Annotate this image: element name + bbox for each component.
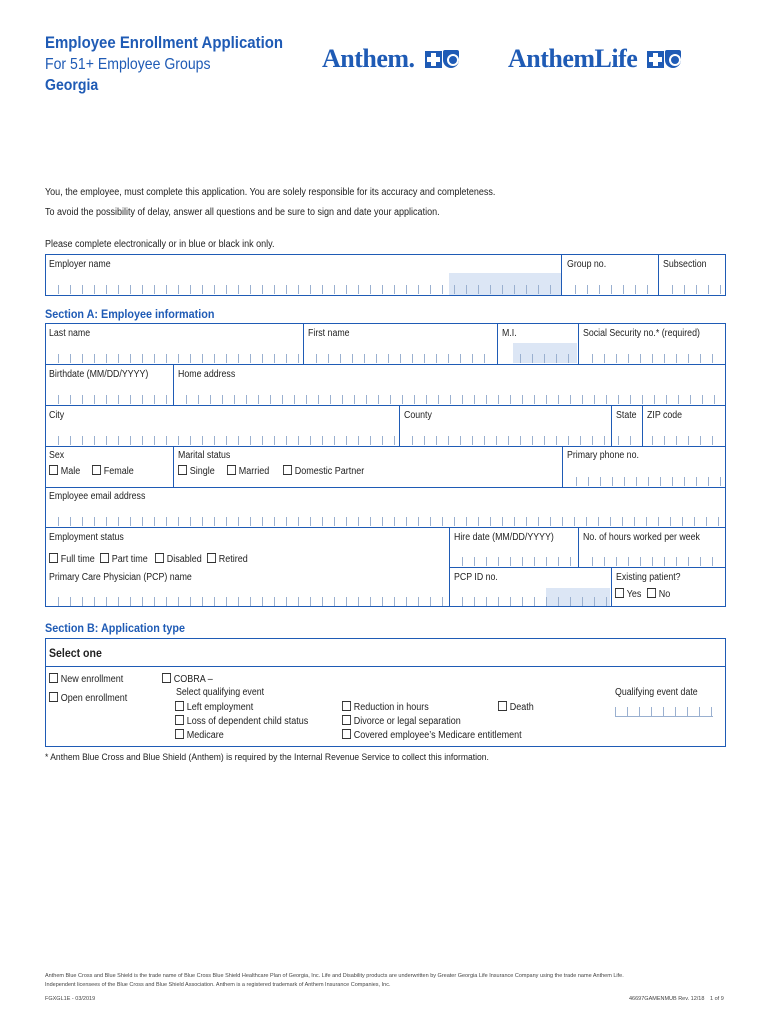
existing-patient-yes-option[interactable]: Yes xyxy=(615,588,641,600)
anthem-life-logo xyxy=(508,42,681,74)
covered-medicare-option[interactable]: Covered employee’s Medicare entitlement xyxy=(342,729,522,741)
zip-input[interactable] xyxy=(652,436,722,445)
first-name-input[interactable] xyxy=(316,354,494,363)
footer-page: 1 of 9 xyxy=(710,996,724,1002)
divorce-option[interactable]: Divorce or legal separation xyxy=(342,715,461,727)
medicare-checkbox[interactable] xyxy=(175,729,184,739)
reduction-hours-option[interactable]: Reduction in hours xyxy=(342,701,429,713)
cobra-option[interactable]: COBRA – xyxy=(162,673,213,685)
retired-option[interactable]: Retired xyxy=(207,553,248,565)
retired-checkbox[interactable] xyxy=(207,553,216,563)
loss-dependent-option[interactable]: Loss of dependent child status xyxy=(175,715,308,727)
last-name-input[interactable] xyxy=(58,354,300,363)
full-time-option[interactable]: Full time xyxy=(49,553,95,565)
form-state: Georgia xyxy=(45,77,99,94)
disabled-option[interactable]: Disabled xyxy=(155,553,202,565)
email-input[interactable] xyxy=(58,517,722,526)
sex-label: Sex xyxy=(49,450,65,461)
female-option[interactable]: Female xyxy=(92,465,134,477)
reduction-hours-checkbox[interactable] xyxy=(342,701,351,711)
existing-patient-label: Existing patient? xyxy=(616,572,681,583)
group-no-label: Group no. xyxy=(567,259,607,270)
anthem-logo-text: Anthem. xyxy=(322,44,415,74)
subsection-label: Subsection xyxy=(663,259,707,270)
city-input[interactable] xyxy=(58,436,396,445)
domestic-partner-option[interactable]: Domestic Partner xyxy=(283,465,364,477)
employer-name-input[interactable] xyxy=(58,285,558,294)
footer-form-rev: 46697GAMENMUB Rev. 12/18 xyxy=(629,996,705,1002)
email-label: Employee email address xyxy=(49,491,146,502)
anthem-logo xyxy=(322,42,459,74)
ssn-label: Social Security no.* (required) xyxy=(583,328,700,339)
disabled-checkbox[interactable] xyxy=(155,553,164,563)
full-time-checkbox[interactable] xyxy=(49,553,58,563)
footer-form-code: FGXGL1E - 03/2019 xyxy=(45,996,96,1002)
blue-cross-blue-shield-icon xyxy=(425,50,459,68)
new-enrollment-option[interactable]: New enrollment xyxy=(49,673,123,685)
section-b-title: Section B: Application type xyxy=(45,621,186,635)
primary-phone-input[interactable] xyxy=(576,477,722,486)
subsection-input[interactable] xyxy=(672,285,722,294)
section-a-title: Section A: Employee information xyxy=(45,307,215,321)
cobra-checkbox[interactable] xyxy=(162,673,171,683)
form-subtitle: For 51+ Employee Groups xyxy=(45,56,211,73)
existing-patient-no-checkbox[interactable] xyxy=(647,588,656,598)
new-enrollment-checkbox[interactable] xyxy=(49,673,58,683)
part-time-checkbox[interactable] xyxy=(100,553,109,563)
last-name-label: Last name xyxy=(49,328,91,339)
left-employment-option[interactable]: Left employment xyxy=(175,701,253,713)
select-qualifying-event-label: Select qualifying event xyxy=(176,687,265,698)
existing-patient-no-option[interactable]: No xyxy=(647,588,670,600)
home-address-label: Home address xyxy=(178,369,236,380)
married-option[interactable]: Married xyxy=(227,465,269,477)
birthdate-input[interactable] xyxy=(58,395,170,404)
ssn-input[interactable] xyxy=(592,354,722,363)
pcp-name-label: Primary Care Physician (PCP) name xyxy=(49,572,192,583)
qualifying-event-date-input[interactable] xyxy=(615,707,713,716)
hire-date-input[interactable] xyxy=(462,557,574,566)
mi-label: M.I. xyxy=(502,328,517,339)
anthem-life-logo-text: AnthemLife xyxy=(508,44,638,74)
pcp-id-label: PCP ID no. xyxy=(454,572,498,583)
intro-line-2: To avoid the possibility of delay, answer all questions and be sure to sign and date your application. xyxy=(45,207,440,218)
single-checkbox[interactable] xyxy=(178,465,187,475)
existing-patient-yes-checkbox[interactable] xyxy=(615,588,624,598)
county-input[interactable] xyxy=(412,436,608,445)
state-label: State xyxy=(616,410,637,421)
employer-name-label: Employer name xyxy=(49,259,111,270)
form-title: Employee Enrollment Application xyxy=(45,33,284,52)
open-enrollment-option[interactable]: Open enrollment xyxy=(49,692,127,704)
county-label: County xyxy=(404,410,432,421)
group-no-input[interactable] xyxy=(575,285,655,294)
medicare-option[interactable]: Medicare xyxy=(175,729,224,741)
ink-note: Please complete electronically or in blue or black ink only. xyxy=(45,239,275,250)
married-checkbox[interactable] xyxy=(227,465,236,475)
footer-line-2: Independent licensees of the Blue Cross and Blue Shield Association. Anthem is a registered trademark of Anthem Insurance Companies, Inc. xyxy=(45,982,391,988)
mi-input[interactable] xyxy=(520,354,575,363)
death-checkbox[interactable] xyxy=(498,701,507,711)
birthdate-label: Birthdate (MM/DD/YYYY) xyxy=(49,369,149,380)
city-label: City xyxy=(49,410,65,421)
open-enrollment-checkbox[interactable] xyxy=(49,692,58,702)
intro-line-1: You, the employee, must complete this application. You are solely responsible for its accuracy and completeness. xyxy=(45,187,496,198)
hours-per-week-input[interactable] xyxy=(592,557,722,566)
select-one-label: Select one xyxy=(49,646,102,660)
divorce-checkbox[interactable] xyxy=(342,715,351,725)
death-option[interactable]: Death xyxy=(498,701,534,713)
male-checkbox[interactable] xyxy=(49,465,58,475)
female-checkbox[interactable] xyxy=(92,465,101,475)
footer-line-1: Anthem Blue Cross and Blue Shield is the trade name of Blue Cross Blue Shield Healthcare Plan of Georgia, Inc. Life and Disability products are underwritten by Greater Georgia Life Insurance Company using the trade name Anthem Life. xyxy=(45,973,624,979)
home-address-input[interactable] xyxy=(186,395,722,404)
marital-status-label: Marital status xyxy=(178,450,231,461)
qualifying-event-date-label: Qualifying event date xyxy=(615,687,698,698)
domestic-partner-checkbox[interactable] xyxy=(283,465,292,475)
hire-date-label: Hire date (MM/DD/YYYY) xyxy=(454,532,554,543)
footnote: * Anthem Blue Cross and Blue Shield (Anthem) is required by the Internal Revenue Service to collect this information. xyxy=(45,752,489,763)
state-input[interactable] xyxy=(618,436,640,445)
left-employment-checkbox[interactable] xyxy=(175,701,184,711)
employment-status-label: Employment status xyxy=(49,532,124,543)
part-time-option[interactable]: Part time xyxy=(100,553,148,565)
pcp-name-input[interactable] xyxy=(58,597,446,606)
single-option[interactable]: Single xyxy=(178,465,215,477)
loss-dependent-checkbox[interactable] xyxy=(175,715,184,725)
hours-per-week-label: No. of hours worked per week xyxy=(583,532,700,543)
pcp-id-input[interactable] xyxy=(462,597,608,606)
primary-phone-label: Primary phone no. xyxy=(567,450,639,461)
male-option[interactable]: Male xyxy=(49,465,80,477)
covered-medicare-checkbox[interactable] xyxy=(342,729,351,739)
zip-label: ZIP code xyxy=(647,410,683,421)
blue-cross-blue-shield-icon xyxy=(647,50,681,68)
first-name-label: First name xyxy=(308,328,350,339)
